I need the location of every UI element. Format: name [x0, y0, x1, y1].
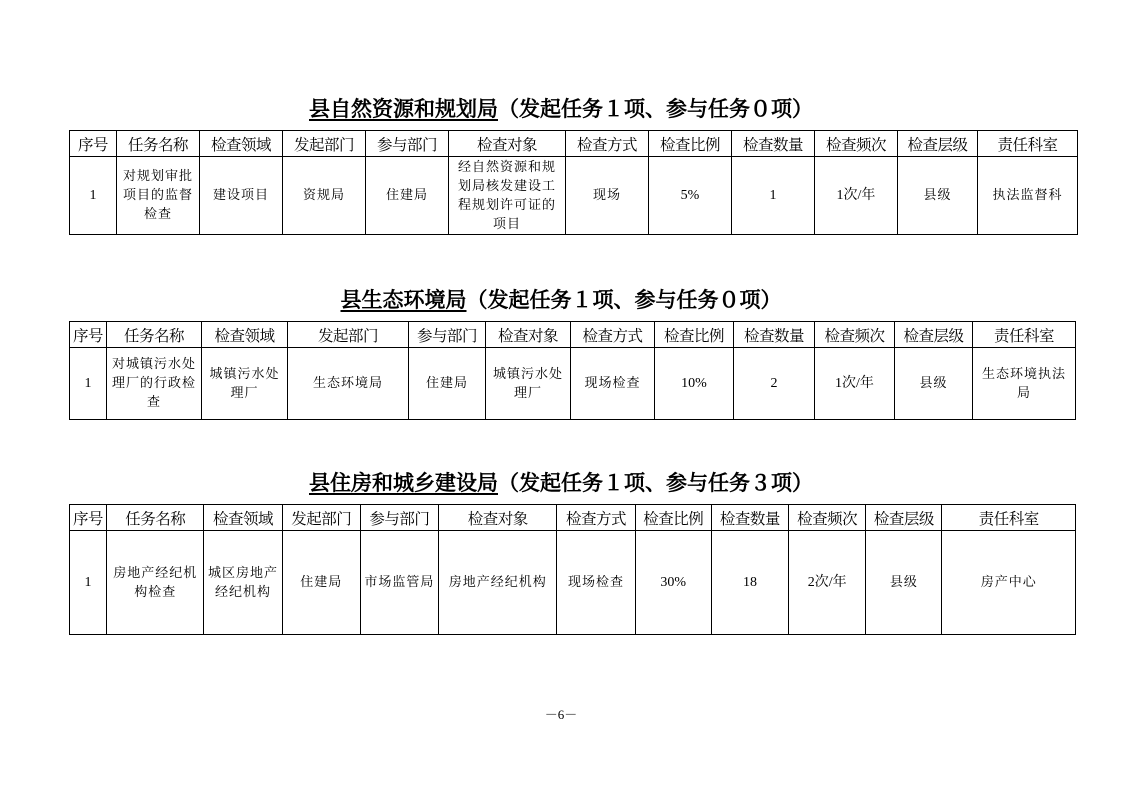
task-table-2: [69, 321, 1076, 420]
header-cell: 检查领域: [202, 322, 288, 348]
header-cell: 检查方式: [566, 131, 649, 157]
cell-domain: 城区房地产经纪机构: [204, 531, 282, 635]
cell-method: 现场: [566, 157, 649, 235]
header-cell: 检查层级: [898, 131, 978, 157]
cell-quantity: 1: [732, 157, 815, 235]
header-cell: 发起部门: [288, 322, 409, 348]
section-title-main: 县生态环境局: [340, 287, 467, 312]
header-cell: 责任科室: [978, 131, 1078, 157]
cell-frequency: 2次/年: [789, 531, 866, 635]
header-cell: 检查频次: [815, 131, 898, 157]
header-cell: 序号: [70, 505, 107, 531]
cell-participant: 住建局: [409, 348, 486, 420]
header-cell: 检查方式: [557, 505, 635, 531]
cell-level: 县级: [898, 157, 978, 235]
cell-level: 县级: [866, 531, 942, 635]
table-header-row: [70, 131, 1078, 157]
cell-index: 1: [70, 531, 107, 635]
table-header-row: [70, 322, 1076, 348]
cell-initiator: 生态环境局: [288, 348, 409, 420]
cell-domain: 城镇污水处理厂: [202, 348, 288, 420]
header-cell: 检查领域: [204, 505, 282, 531]
cell-office: 生态环境执法局: [973, 348, 1076, 420]
header-cell: 责任科室: [942, 505, 1076, 531]
cell-initiator: 资规局: [283, 157, 366, 235]
header-cell: 检查对象: [486, 322, 571, 348]
header-cell: 发起部门: [283, 131, 366, 157]
cell-task-name: 对规划审批项目的监督检查: [117, 157, 200, 235]
header-cell: 责任科室: [973, 322, 1076, 348]
header-cell: 检查数量: [734, 322, 815, 348]
cell-quantity: 18: [711, 531, 788, 635]
task-table-3: [69, 504, 1076, 635]
header-cell: 检查对象: [439, 505, 557, 531]
header-cell: 检查层级: [866, 505, 942, 531]
section-title-3: [0, 470, 1122, 496]
cell-task-name: 房地产经纪机构检查: [107, 531, 204, 635]
cell-target: 房地产经纪机构: [439, 531, 557, 635]
cell-target: 城镇污水处理厂: [486, 348, 571, 420]
cell-ratio: 5%: [649, 157, 732, 235]
cell-ratio: 30%: [635, 531, 711, 635]
cell-index: 1: [70, 348, 107, 420]
section-title-sub: （发起任务１项、参与任务３项）: [498, 470, 813, 495]
cell-level: 县级: [895, 348, 973, 420]
header-cell: 检查频次: [789, 505, 866, 531]
header-cell: 检查对象: [449, 131, 566, 157]
page-number: －6－: [544, 707, 578, 722]
section-title-main: 县住房和城乡建设局: [309, 470, 498, 495]
header-cell: 检查层级: [895, 322, 973, 348]
cell-frequency: 1次/年: [815, 348, 895, 420]
header-cell: 参与部门: [360, 505, 438, 531]
cell-task-name: 对城镇污水处理厂的行政检查: [107, 348, 202, 420]
header-cell: 检查频次: [815, 322, 895, 348]
header-cell: 发起部门: [282, 505, 360, 531]
cell-method: 现场检查: [557, 531, 635, 635]
cell-participant: 住建局: [366, 157, 449, 235]
table-row: [70, 531, 1076, 635]
header-cell: 任务名称: [107, 505, 204, 531]
table-row: [70, 157, 1078, 235]
table-row: [70, 348, 1076, 420]
header-cell: 检查比例: [655, 322, 734, 348]
header-cell: 检查领域: [200, 131, 283, 157]
cell-frequency: 1次/年: [815, 157, 898, 235]
section-title-sub: （发起任务１项、参与任务０项）: [498, 96, 813, 121]
cell-ratio: 10%: [655, 348, 734, 420]
section-title-main: 县自然资源和规划局: [309, 96, 498, 121]
header-cell: 检查数量: [711, 505, 788, 531]
header-cell: 检查数量: [732, 131, 815, 157]
header-cell: 检查比例: [649, 131, 732, 157]
task-table-1: [69, 130, 1078, 235]
header-cell: 任务名称: [107, 322, 202, 348]
cell-index: 1: [70, 157, 117, 235]
cell-quantity: 2: [734, 348, 815, 420]
header-cell: 序号: [70, 322, 107, 348]
header-cell: 参与部门: [366, 131, 449, 157]
header-cell: 参与部门: [409, 322, 486, 348]
cell-domain: 建设项目: [200, 157, 283, 235]
section-title-1: [0, 96, 1122, 122]
header-cell: 任务名称: [117, 131, 200, 157]
header-cell: 检查比例: [635, 505, 711, 531]
cell-target: 经自然资源和规划局核发建设工程规划许可证的项目: [449, 157, 566, 235]
header-cell: 检查方式: [571, 322, 655, 348]
table-header-row: [70, 505, 1076, 531]
cell-office: 执法监督科: [978, 157, 1078, 235]
cell-office: 房产中心: [942, 531, 1076, 635]
section-title-sub: （发起任务１项、参与任务０项）: [466, 287, 782, 312]
cell-method: 现场检查: [571, 348, 655, 420]
cell-participant: 市场监管局: [360, 531, 438, 635]
cell-initiator: 住建局: [282, 531, 360, 635]
header-cell: 序号: [70, 131, 117, 157]
section-title-2: [0, 287, 1122, 313]
